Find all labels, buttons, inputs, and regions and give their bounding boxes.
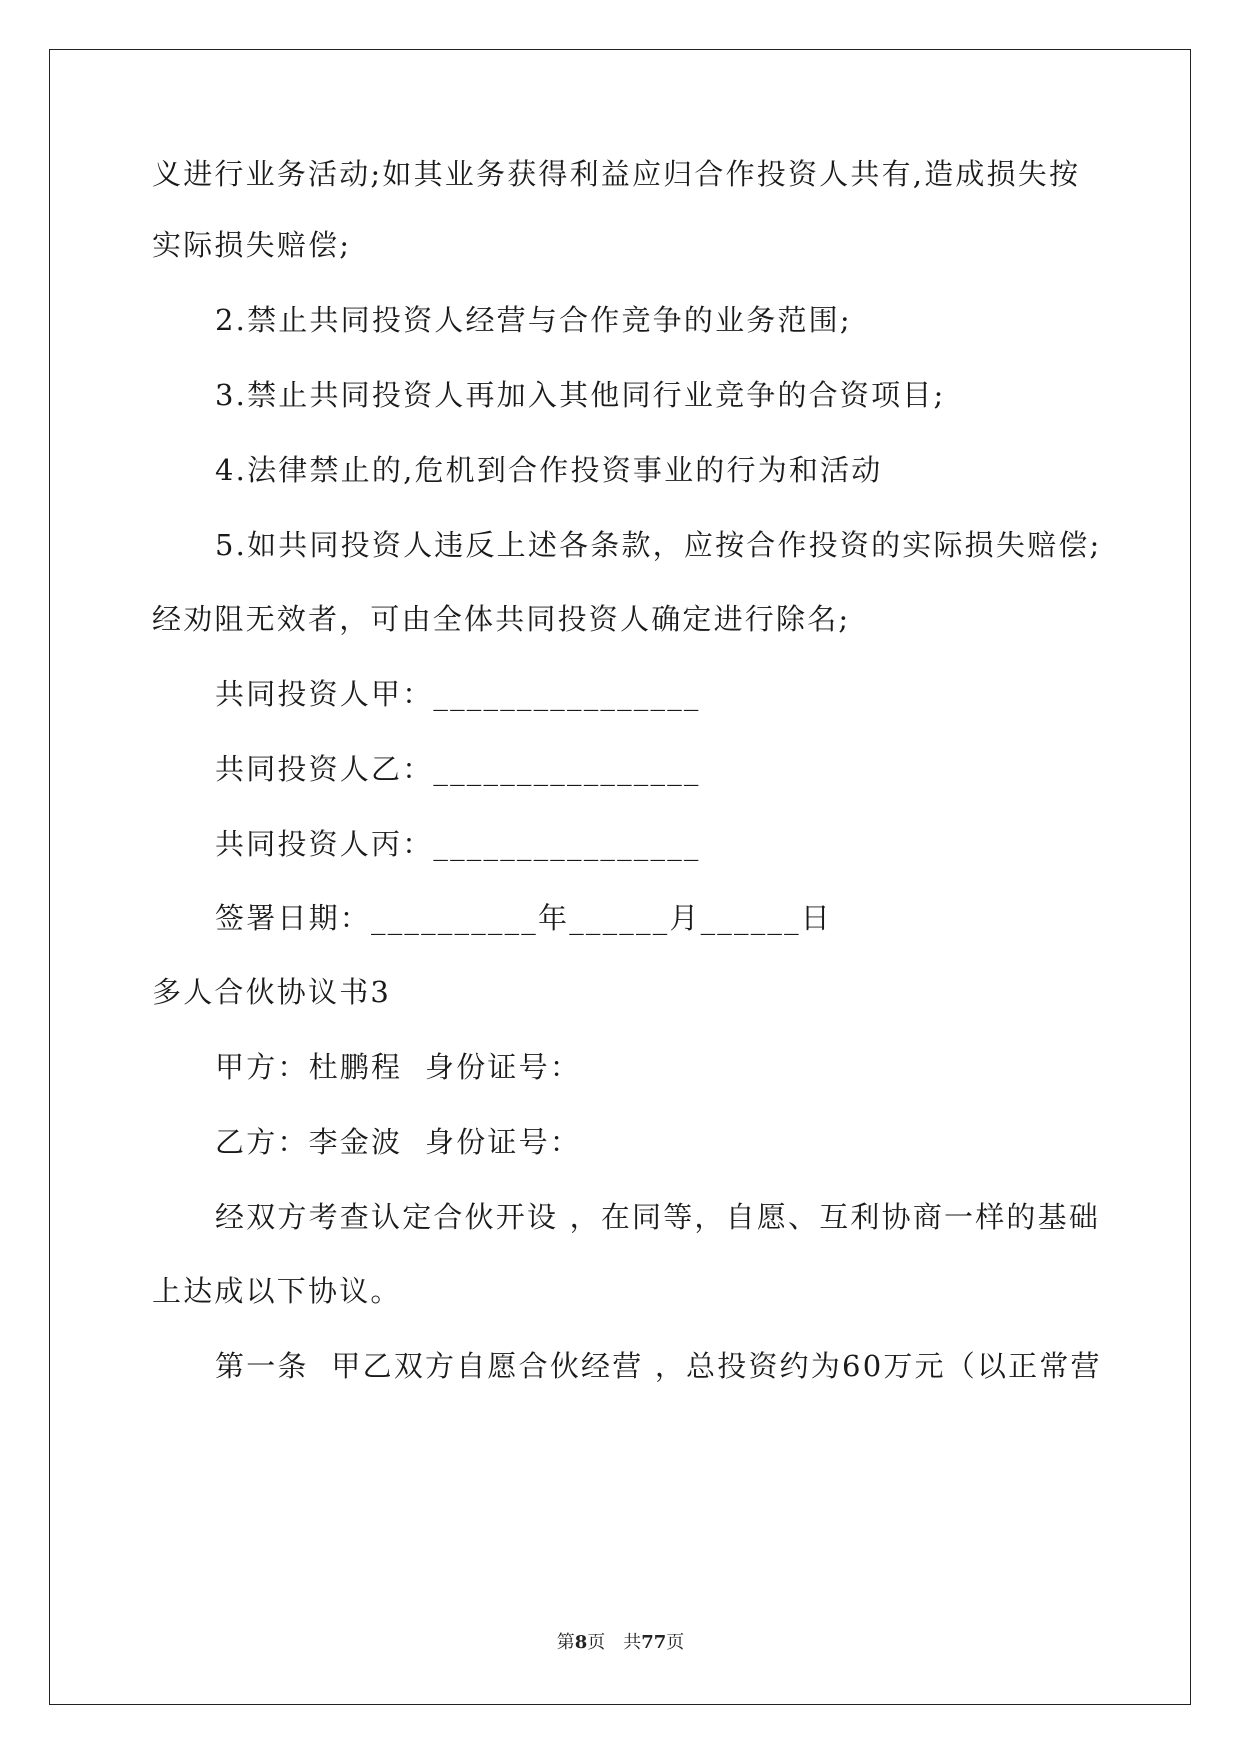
text-line: 经双方考查认定合伙开设 ，在同等，自愿、互利协商一样的基础 [215, 1200, 1101, 1234]
current-page-number: 8 [574, 1632, 588, 1653]
signature-line-b: 共同投资人乙：________________ [215, 752, 701, 786]
signature-line-c: 共同投资人丙：________________ [215, 827, 701, 861]
article-1-line: 第一条 甲乙双方自愿合伙经营 ，总投资约为60万元（以正常营 [215, 1349, 1102, 1383]
page-footer [0, 1632, 1241, 1654]
text-line: 实际损失赔偿; [152, 228, 352, 262]
footer-suffix: 页 [666, 1632, 685, 1653]
footer-middle: 页 共 [587, 1632, 642, 1653]
list-item-5: 5.如共同投资人违反上述各条款，应按合作投资的实际损失赔偿; [215, 528, 1102, 562]
party-b-line: 乙方：李金波 身份证号： [215, 1125, 582, 1159]
section-title: 多人合伙协议书3 [152, 975, 392, 1009]
signature-line-a: 共同投资人甲：________________ [215, 677, 701, 711]
text-line: 义进行业务活动;如其业务获得利益应归合作投资人共有,造成损失按 [152, 157, 1081, 191]
list-item-2: 2.禁止共同投资人经营与合作竞争的业务范围; [215, 303, 852, 337]
list-item-4: 4.法律禁止的,危机到合作投资事业的行为和活动 [215, 453, 883, 487]
sign-date-line: 签署日期：__________年______月______日 [215, 901, 833, 935]
page-border [49, 49, 1191, 1705]
list-item-3: 3.禁止共同投资人再加入其他同行业竞争的合资项目; [215, 378, 946, 412]
text-line: 经劝阻无效者，可由全体共同投资人确定进行除名; [152, 602, 851, 636]
party-a-line: 甲方：杜鹏程 身份证号： [215, 1050, 582, 1084]
total-pages-number: 77 [641, 1632, 667, 1653]
text-line: 上达成以下协议。 [152, 1274, 402, 1308]
footer-prefix: 第 [556, 1632, 575, 1653]
